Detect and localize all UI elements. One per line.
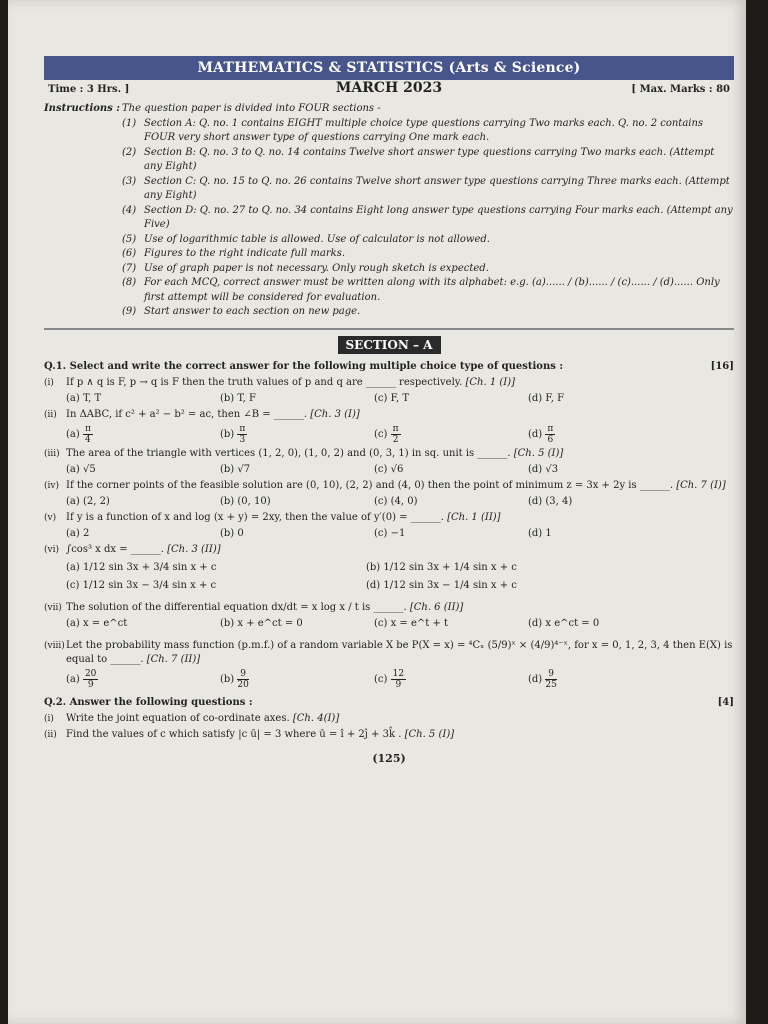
options-row xyxy=(66,579,734,593)
option: (a) T, T xyxy=(66,392,102,404)
options-row xyxy=(66,463,734,477)
instruction-item: (3) Section C: Q. no. 15 to Q. no. 26 contains Twelve short answer type questions carrying Three marks each. (Attempt any Eight) xyxy=(122,175,730,201)
exam-month: MARCH 2023 xyxy=(335,80,443,96)
question-1-marks: [16] xyxy=(710,360,734,372)
option: (d) √3 xyxy=(528,463,559,475)
instructions-label: Instructions : xyxy=(44,103,120,114)
option: (b) T, F xyxy=(220,392,256,404)
sub-question: (i) Write the joint equation of co-ordinate axes. [Ch. 4(I)] xyxy=(44,712,340,724)
option: (b) 1/12 sin 3x + 1/4 sin x + c xyxy=(366,561,517,573)
header-row xyxy=(44,80,734,102)
option: (a) $\frac{\pi}{4}$ xyxy=(66,423,91,445)
paper-sheet xyxy=(8,0,746,1024)
option: (b) x + e^ct = 0 xyxy=(220,617,303,629)
option: (b) $\frac{\pi}{3}$ xyxy=(220,423,246,445)
question-2-marks: [4] xyxy=(717,696,734,708)
question-1-header: Q.1. Select and write the correct answer for the following multiple choice type of questions : [16] xyxy=(44,360,734,372)
option: (d) 1 xyxy=(528,527,552,539)
options-row xyxy=(66,527,734,541)
option: (a) 1/12 sin 3x + 3/4 sin x + c xyxy=(66,561,217,573)
instruction-item: (5) Use of logarithmic table is allowed. Use of calculator is not allowed. xyxy=(122,233,490,245)
option: (a) √5 xyxy=(66,463,96,475)
option: (c) F, T xyxy=(374,392,409,404)
time-label: Time : 3 Hrs. ] xyxy=(48,84,130,95)
instruction-item: (9) Start answer to each section on new page. xyxy=(122,306,361,317)
sub-question: (vii) The solution of the differential equation dx/dt = x log x / t is ______. [Ch. 6 (II)] xyxy=(44,601,464,613)
option: (c) $\frac{\pi}{2}$ xyxy=(374,423,399,445)
instruction-item: (2) Section B: Q. no. 3 to Q. no. 14 contains Twelve short answer type questions carrying Two marks each. (Attempt any Eight) xyxy=(122,146,715,172)
sub-question: (iv) If the corner points of the feasible solution are (0, 10), (2, 2) and (4, 0) then the point of minimum z = 3x + 2y is ______. [Ch. 7 (I)] xyxy=(44,479,726,491)
sub-question: (v) If y is a function of x and log (x + y) = 2xy, then the value of y′(0) = ______. [Ch. 1 (II)] xyxy=(44,511,501,523)
option: (d) x e^ct = 0 xyxy=(528,617,600,629)
option: (b) (0, 10) xyxy=(220,495,271,507)
option: (b) √7 xyxy=(220,463,251,475)
option: (a) (2, 2) xyxy=(66,495,110,507)
option: (d) 1/12 sin 3x − 1/4 sin x + c xyxy=(366,579,517,591)
divider xyxy=(44,328,734,330)
max-marks: [ Max. Marks : 80 xyxy=(631,84,730,95)
options-row xyxy=(66,669,734,690)
options-row xyxy=(66,617,734,631)
question-2 xyxy=(44,696,734,742)
question-1 xyxy=(44,360,734,690)
instruction-item: (7) Use of graph paper is not necessary. Only rough sketch is expected. xyxy=(122,262,489,274)
page-number: (125) xyxy=(372,751,406,765)
sub-question: (iii) The area of the triangle with vertices (1, 2, 0), (1, 0, 2) and (0, 3, 1) in sq. unit is ______. [Ch. 5 (I)] xyxy=(44,447,564,459)
sub-question: (ii) Find the values of c which satisfy |c ū| = 3 where ū = î + 2ĵ + 3k̂ . [Ch. 5 (I)] xyxy=(44,728,455,740)
option: (c) 1/12 sin 3x − 3/4 sin x + c xyxy=(66,579,217,591)
option: (d) $\frac{\pi}{6}$ xyxy=(528,423,554,445)
options-row xyxy=(66,561,734,575)
instruction-item: (6) Figures to the right indicate full marks. xyxy=(122,248,346,259)
sub-question: (i) If p ∧ q is F, p → q is F then the truth values of p and q are ______ respectively. [Ch. 1 (I)] xyxy=(44,376,516,388)
sub-question: (ii) In ΔABC, if c² + a² − b² = ac, then ∠B = ______. [Ch. 3 (I)] xyxy=(44,408,360,420)
question-paper xyxy=(44,56,734,765)
options-row xyxy=(66,495,734,509)
option: (d) $\frac{9}{25}$ xyxy=(528,668,557,690)
instructions-intro: The question paper is divided into FOUR sections - xyxy=(122,103,381,114)
sub-question: (vi) ∫cos³ x dx = ______. [Ch. 3 (II)] xyxy=(44,543,221,555)
question-2-header: Q.2. Answer the following questions : [4] xyxy=(44,696,734,708)
option: (c) (4, 0) xyxy=(374,495,418,507)
options-row xyxy=(66,392,734,406)
paper-title: MATHEMATICS & STATISTICS (Arts & Science) xyxy=(44,56,734,80)
option: (a) 2 xyxy=(66,527,90,539)
option: (c) x = e^t + t xyxy=(374,617,449,629)
option: (d) F, F xyxy=(528,392,565,404)
instructions-block xyxy=(44,102,734,320)
sub-question: (viii) Let the probability mass function (p.m.f.) of a random variable X be P(X = x) = ⁴Cₓ (5/9)ˣ × (4/9)⁴⁻ˣ, for x = 0, 1, 2, 3, 4 then E(X) is equal to ______. [Ch. 7 (II)] xyxy=(44,639,733,665)
option: (a) x = e^ct xyxy=(66,617,128,629)
option: (c) $\frac{12}{9}$ xyxy=(374,668,405,690)
option: (b) $\frac{9}{20}$ xyxy=(220,668,249,690)
option: (a) $\frac{20}{9}$ xyxy=(66,668,97,690)
option: (b) 0 xyxy=(220,527,244,539)
instruction-item: (8) For each MCQ, correct answer must be written along with its alphabet: e.g. (a)...... / (b)...... / (c)...... / (d)...... Only first attempt will be considered for evaluation. xyxy=(122,277,720,303)
option: (d) (3, 4) xyxy=(528,495,573,507)
instruction-item: (1) Section A: Q. no. 1 contains EIGHT multiple choice type questions carrying Two marks each. Q. no. 2 contains FOUR very short answer type of questions carrying One mark each. xyxy=(122,117,704,143)
option: (c) √6 xyxy=(374,463,404,475)
section-a-label: SECTION – A xyxy=(338,336,441,354)
instruction-item: (4) Section D: Q. no. 27 to Q. no. 34 contains Eight long answer type questions carrying Four marks each. (Attempt any Five) xyxy=(122,204,733,230)
options-row xyxy=(66,424,734,445)
option: (c) −1 xyxy=(374,527,406,539)
